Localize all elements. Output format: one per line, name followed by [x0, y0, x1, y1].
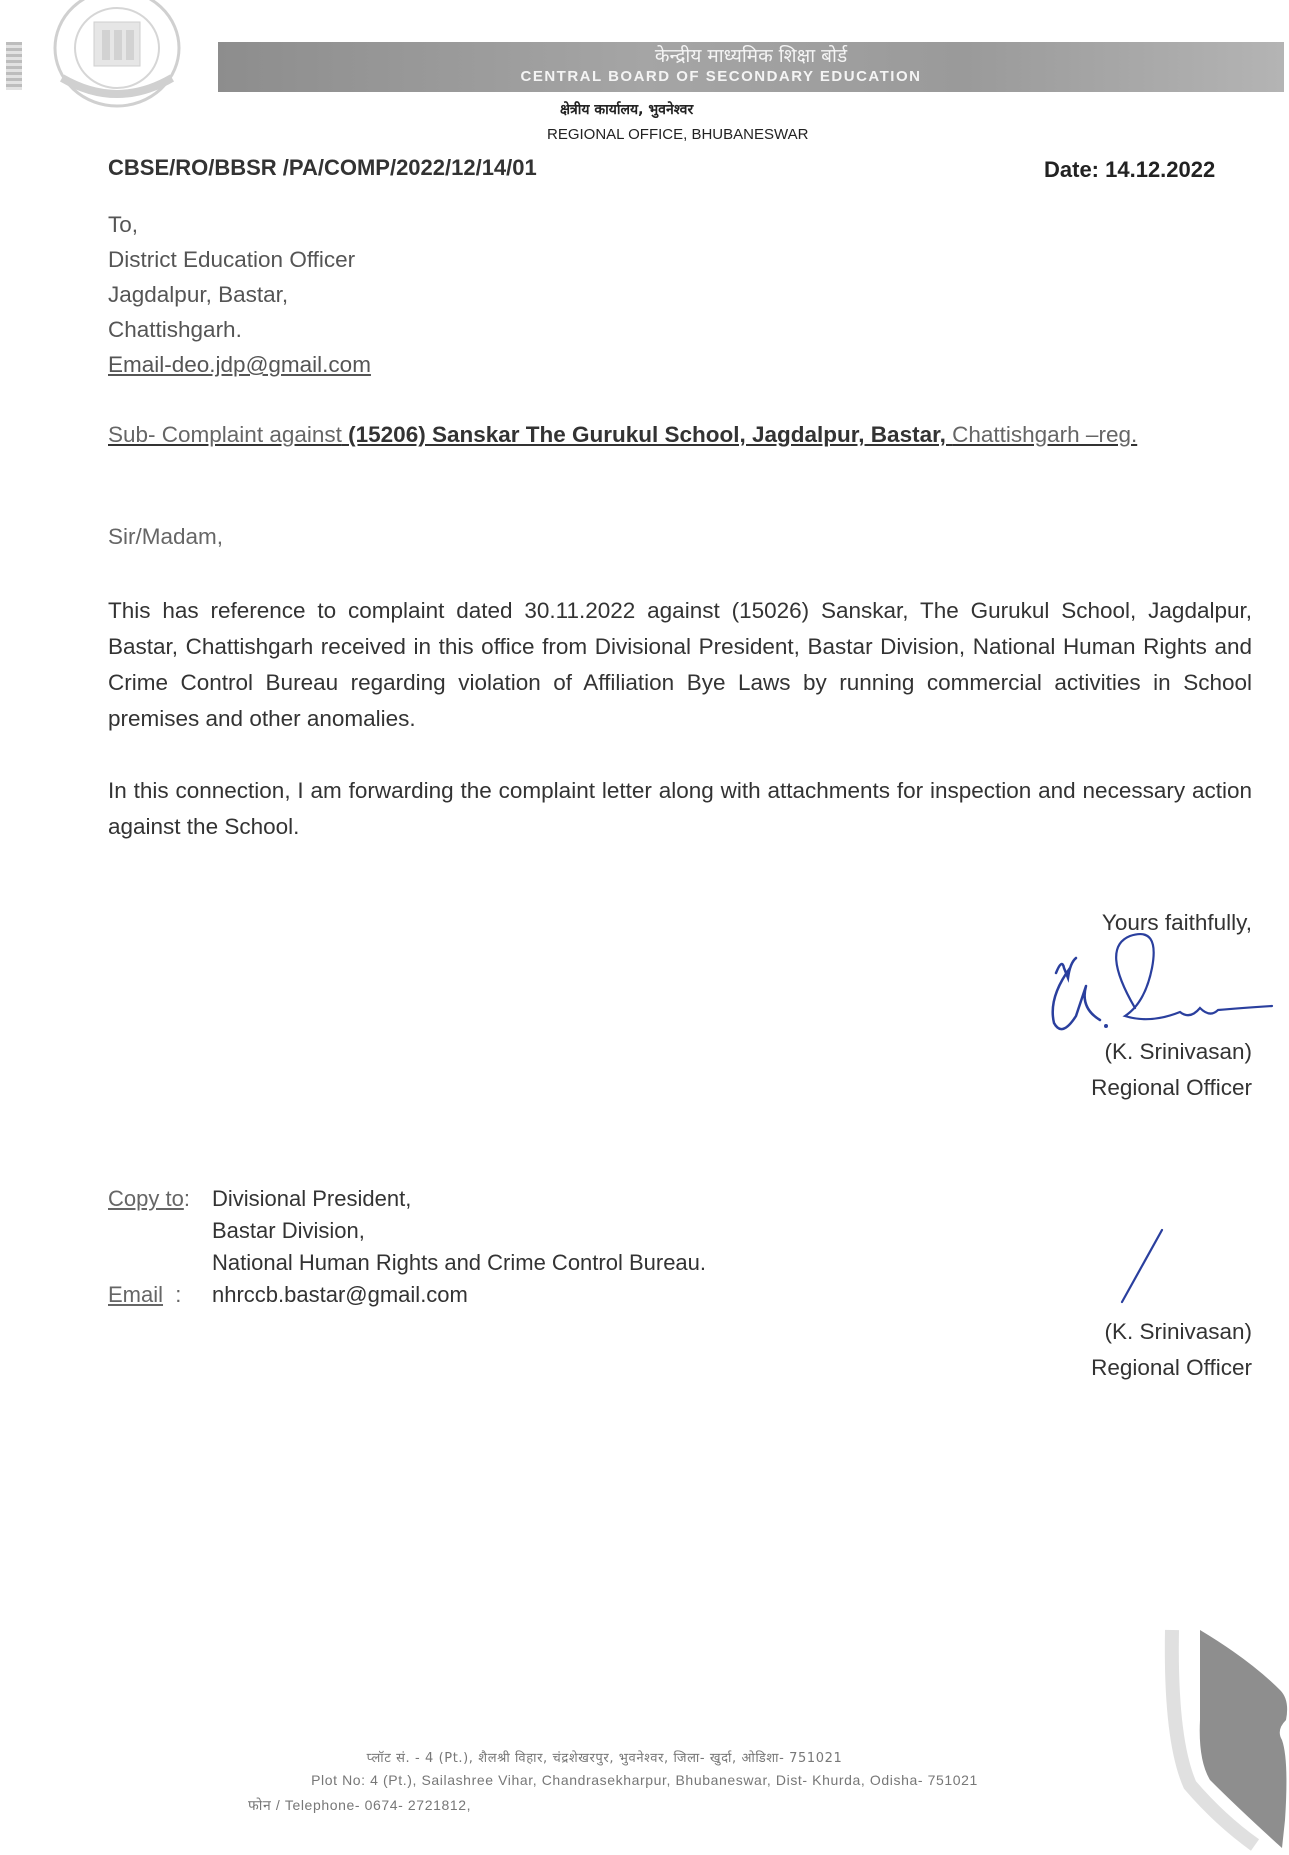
addressee-line: District Education Officer	[108, 247, 356, 272]
body-paragraph: In this connection, I am forwarding the complaint letter along with attachments for inspection and necessary action against the School.	[108, 778, 1252, 839]
subject-text: (15206) Sanskar The Gurukul School, Jagdalpur, Bastar,	[341, 422, 953, 447]
cbse-seal-icon	[42, 0, 192, 110]
copy-to-email[interactable]: nhrccb.bastar@gmail.com	[212, 1282, 468, 1307]
signatory-designation: Regional Officer	[1091, 1075, 1252, 1100]
handwritten-signature	[1040, 928, 1280, 1043]
scan-edge-mark	[6, 42, 22, 90]
closing: Yours faithfully,	[1101, 910, 1252, 935]
letter-date: Date: 14.12.2022	[1044, 157, 1216, 182]
salutation: Sir/Madam,	[108, 524, 224, 549]
addressee-block	[108, 207, 371, 382]
reference-number: CBSE/RO/BBSR /PA/COMP/2022/12/14/01	[108, 155, 537, 180]
office-name-hindi: क्षेत्रीय कार्यालय, भुवनेश्वर	[560, 102, 694, 118]
subject-line	[108, 418, 1252, 452]
second-signatory-block	[1000, 1314, 1252, 1386]
footer-address-hindi: प्लॉट सं. - 4 (Pt.), शैलश्री विहार, चंद्रशेखरपुर, भुवनेश्वर, जिला- खुर्दा, ओडिशा- 751021	[366, 1751, 843, 1766]
letterhead-banner	[218, 42, 1284, 92]
addressee-line: Jagdalpur, Bastar,	[108, 282, 289, 307]
addressee-to: To,	[108, 212, 139, 237]
org-name-english: CENTRAL BOARD OF SECONDARY EDUCATION	[520, 68, 922, 85]
signatory-designation: Regional Officer	[1091, 1355, 1252, 1380]
footer-telephone: फोन / Telephone- 0674- 2721812,	[248, 1797, 472, 1813]
copy-to-block: Copy to: Divisional President, Bastar Division, National Human Rights and Crime Control Bureau. Email : nhrccb.bastar@gmail.com	[108, 1183, 706, 1311]
footer-address-english: Plot No: 4 (Pt.), Sailashree Vihar, Chandrasekharpur, Bhubaneswar, Dist- Khurda, Odisha- 751021	[311, 1772, 978, 1788]
subject-suffix: Chattishgarh –reg.	[952, 422, 1138, 447]
copy-to-email-label: Email	[108, 1282, 164, 1307]
signatory-block	[1000, 1034, 1252, 1106]
copy-to-label: Copy to	[108, 1186, 184, 1211]
subject-prefix: Sub- Complaint against	[108, 422, 342, 447]
corner-logo-icon	[1160, 1620, 1289, 1855]
copy-to-line: Divisional President,	[212, 1186, 412, 1211]
copy-to-line: National Human Rights and Crime Control Bureau.	[212, 1250, 707, 1275]
copy-to-line: Bastar Division,	[212, 1218, 365, 1243]
initial-stroke	[1110, 1226, 1170, 1306]
addressee-email[interactable]: Email-deo.jdp@gmail.com	[108, 352, 371, 377]
body-paragraph: This has reference to complaint dated 30.11.2022 against (15026) Sanskar, The Gurukul School, Jagdalpur, Bastar, Chattishgarh received in this office from Divisional President, Bastar Division, National Human Rights and Crime Control Bureau regarding violation of Affiliation Bye Laws by running commercial activities in School premises and other anomalies.	[108, 598, 1252, 731]
org-name-hindi: केन्द्रीय माध्यमिक शिक्षा बोर्ड	[654, 45, 848, 67]
signatory-name: (K. Srinivasan)	[1104, 1039, 1252, 1064]
office-name-english: REGIONAL OFFICE, BHUBANESWAR	[547, 126, 809, 143]
signatory-name: (K. Srinivasan)	[1104, 1319, 1252, 1344]
addressee-line: Chattishgarh.	[108, 317, 242, 342]
